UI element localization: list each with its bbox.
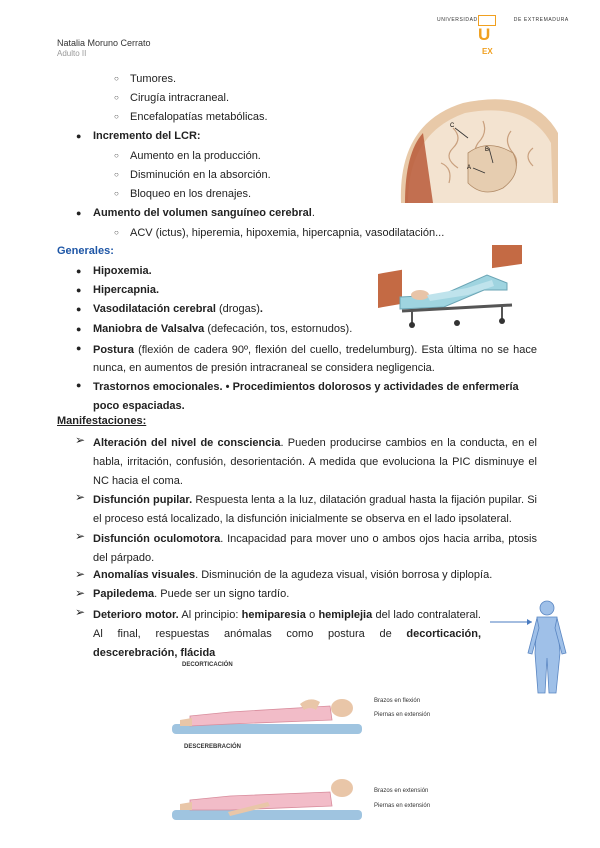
lcr-heading: Incremento del LCR: — [93, 130, 201, 142]
bullet-marker: ● — [76, 266, 82, 276]
arrow-bullet-icon: ➢ — [75, 586, 86, 600]
list-marker: ○ — [114, 112, 119, 121]
manif-papiledema: Papiledema. Puede ser un signo tardío. — [93, 588, 290, 600]
arrow-bullet-icon: ➢ — [75, 490, 86, 504]
descerebracion-label-arms: Brazos en extensión — [374, 788, 429, 794]
arrow-bullet-icon: ➢ — [75, 567, 86, 581]
descerebracion-title: DESCEREBRACIÓN — [184, 744, 242, 750]
list-marker: ○ — [114, 74, 119, 83]
descerebracion-posture-drawing — [170, 760, 365, 824]
list-marker: ○ — [114, 189, 119, 198]
manif-motor: Deterioro motor. Al principio: hemiparesia o hemiplejia del lado contralateral. Al final, respuestas anómalas como postura de decorticación, descerebración, flácida — [93, 609, 481, 659]
list-marker: ○ — [114, 93, 119, 102]
decorticacion-posture-drawing — [170, 676, 365, 738]
general-valsalva: Maniobra de Valsalva (defecación, tos, estornudos). — [93, 323, 353, 335]
university-logo-text: UNIVERSIDAD DE EXTREMADURA — [437, 17, 569, 23]
author-name: Natalia Moruno Cerrato — [57, 38, 151, 48]
list-item: Bloqueo en los drenajes. — [130, 188, 252, 200]
general-postura: Postura (flexión de cadera 90º, flexión del cuello, tredelumburg). Esta última no se hace nunca, en aumentos de presión intracraneal se considera negligencia. — [93, 344, 537, 374]
bullet-marker: ● — [76, 131, 82, 141]
list-item: Disminución en la absorción. — [130, 169, 271, 181]
general-vasodilatacion: Vasodilatación cerebral (drogas). — [93, 303, 263, 315]
list-item: Tumores. — [130, 73, 177, 85]
posture-figure — [170, 660, 460, 828]
brain-label-b: B — [485, 147, 490, 153]
manif-visuales: Anomalías visuales. Disminución de la agudeza visual, visión borrosa y diplopía. — [93, 569, 493, 581]
brain-illustration — [393, 93, 558, 203]
manif-conciencia: Alteración del nivel de consciencia. Pueden producirse cambios en la conducta, en el habla, irritación, confusión, desorientación. A medida que evoluciona la PIC disminuye el NC hacia el coma. — [93, 437, 537, 487]
decorticacion-title: DECORTICACIÓN — [182, 662, 233, 668]
university-logo-sub: EX — [482, 47, 493, 56]
brain-label-a: A — [467, 165, 472, 171]
body-hemiplegia-illustration — [490, 598, 575, 698]
list-marker: ○ — [114, 151, 119, 160]
general-hipoxemia: Hipoxemia. — [93, 265, 152, 277]
list-item: Cirugía intracraneal. — [130, 92, 230, 104]
list-item: ACV (ictus), hiperemia, hipoxemia, hipercapnia, vasodilatación... — [130, 227, 445, 239]
general-trastornos: Trastornos emocionales. • Procedimientos dolorosos y actividades de enfermería poco espaciadas. — [93, 381, 519, 412]
brain-label-c: C — [450, 123, 455, 129]
blood-volume-heading: Aumento del volumen sanguíneo cerebral. — [93, 207, 315, 219]
bullet-marker: ● — [76, 304, 82, 314]
list-item: Aumento en la producción. — [130, 150, 261, 162]
bullet-marker: ● — [76, 285, 82, 295]
list-marker: ○ — [114, 228, 119, 237]
arrow-bullet-icon: ➢ — [75, 529, 86, 543]
descerebracion-label-legs: Piernas en extensión — [374, 803, 431, 809]
arrow-bullet-icon: ➢ — [75, 433, 86, 447]
university-logo-mark: U — [478, 25, 491, 44]
list-marker: ○ — [114, 170, 119, 179]
list-item: Encefalopatías metabólicas. — [130, 111, 268, 123]
bullet-marker: ● — [76, 208, 82, 218]
decorticacion-label-legs: Piernas en extensión — [374, 712, 431, 718]
bullet-marker: ● — [76, 324, 82, 334]
arrow-bullet-icon: ➢ — [75, 605, 86, 619]
manif-oculomotora: Disfunción oculomotora. Incapacidad para mover uno o ambos ojos hacia arriba, ptosis del párpado. — [93, 533, 538, 564]
manif-pupilar: Disfunción pupilar. Respuesta lenta a la luz, dilatación gradual hasta la fijación pupilar. Si el proceso está localizado, la disfunción inicialmente se observa en el lado ipsolateral. — [93, 494, 537, 525]
general-hipercapnia: Hipercapnia. — [93, 284, 160, 296]
manifestaciones-heading: Manifestaciones: — [57, 415, 147, 427]
decorticacion-label-arms: Brazos en flexión — [374, 698, 421, 704]
hospital-bed-illustration — [372, 245, 532, 330]
bullet-marker: ● — [76, 380, 82, 390]
course-name: Adulto II — [57, 49, 87, 58]
bullet-marker: ● — [76, 343, 82, 353]
generales-heading: Generales: — [57, 245, 114, 257]
